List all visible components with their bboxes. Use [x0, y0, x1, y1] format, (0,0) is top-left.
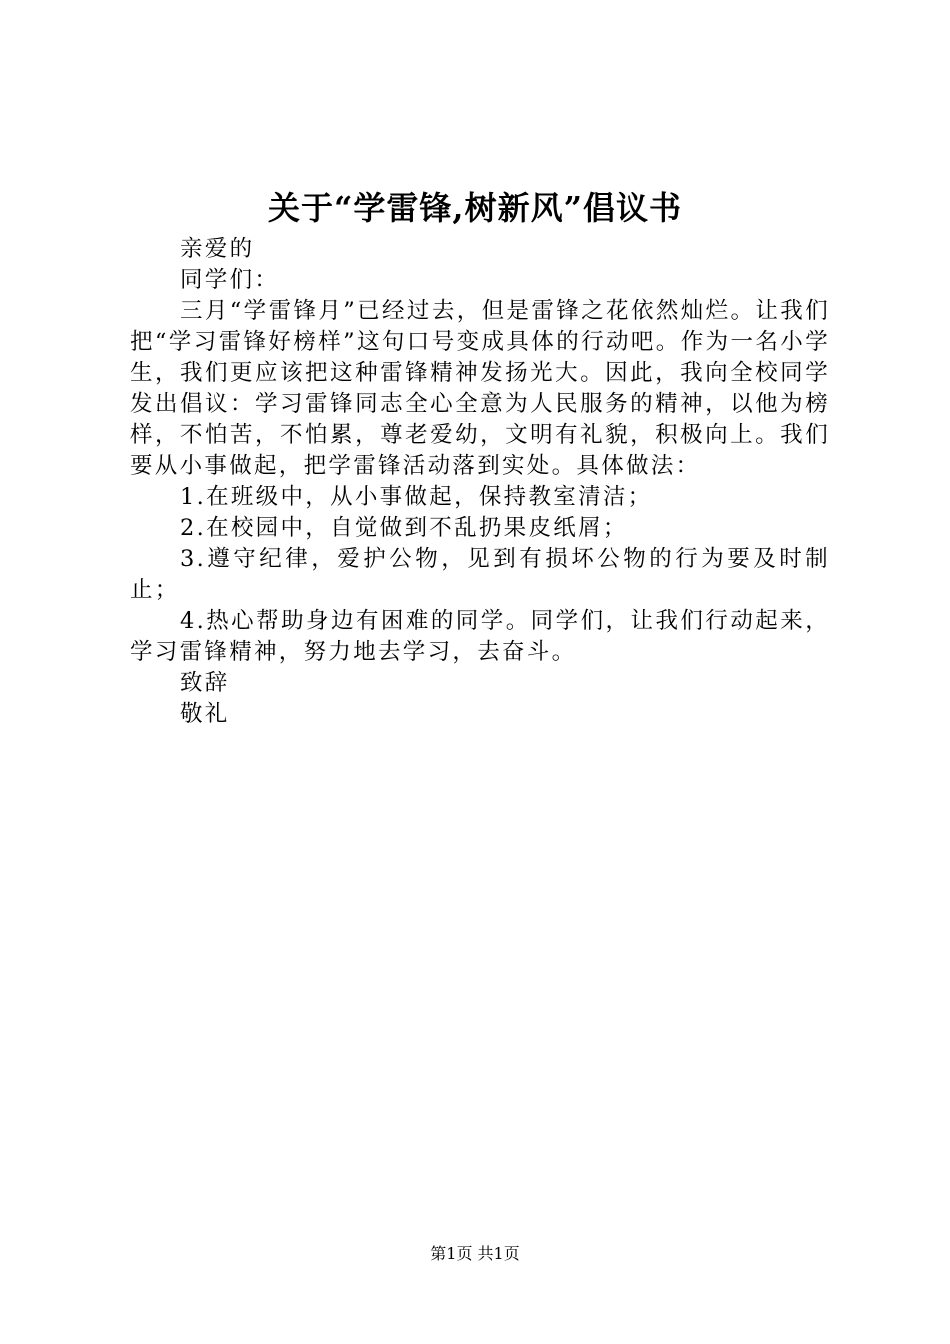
salutation-line-2: 同学们： [180, 267, 280, 293]
list-item: 4.热心帮助身边有困难的同学。同学们，让我们行动起来，学习雷锋精神，努力地去学习，去奋斗。 [130, 608, 830, 665]
list-item: 1.在班级中，从小事做起，保持教室清洁； [180, 484, 653, 510]
intro-paragraph: 三月“学雷锋月”已经过去，但是雷锋之花依然灿烂。让我们把“学习雷锋好榜样”这句口号变成具体的行动吧。作为一名小学生，我们更应该把这种雷锋精神发扬光大。因此，我向全校同学发出倡议：学习雷锋同志全心全意为人民服务的精神，以他为榜样，不怕苦，不怕累，尊老爱幼，文明有礼貌，积极向上。我们要从小事做起，把学雷锋活动落到实处。具体做法： [130, 298, 830, 479]
list-item: 3.遵守纪律，爱护公物，见到有损坏公物的行为要及时制止； [130, 546, 830, 603]
closing-line-2: 敬礼 [180, 701, 230, 727]
document-body [130, 234, 830, 730]
closing-line-1: 致辞 [180, 670, 230, 696]
salutation-line-1: 亲爱的 [180, 236, 255, 262]
document-title: 关于“学雷锋,树新风”倡议书 [268, 189, 682, 227]
list-item: 2.在校园中，自觉做到不乱扔果皮纸屑； [180, 515, 628, 541]
page-footer: 第1页 共1页 [430, 1244, 520, 1263]
